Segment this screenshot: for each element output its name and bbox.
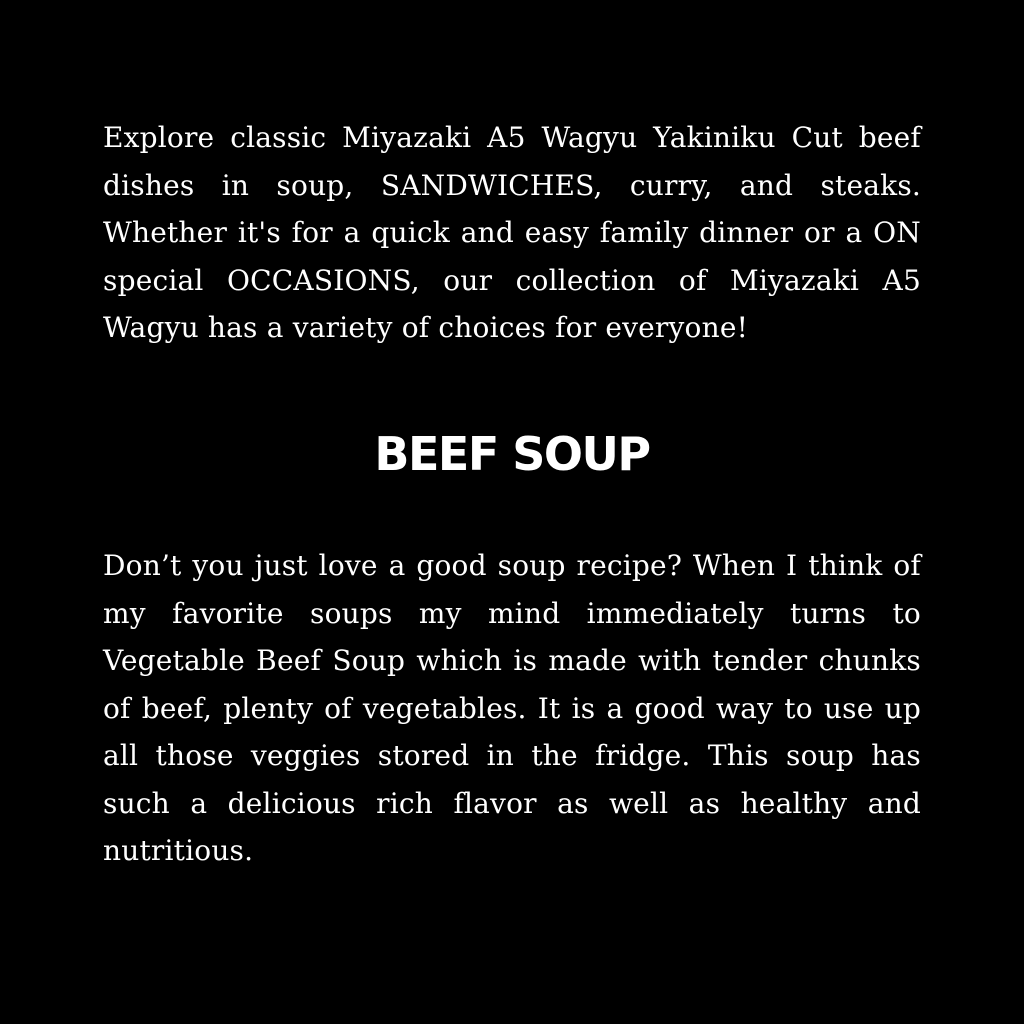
section-heading: BEEF SOUP bbox=[374, 427, 650, 481]
section-paragraph: Don’t you just love a good soup recipe? When I think of my favorite soups my mind immediately turns to Vegetable Beef Soup which is made with tender chunks of beef, plenty of vegetables. It is a good way to use up all those veggies stored in the fridge. This soup has such a delicious rich flavor as well as healthy and nutritious. bbox=[103, 549, 921, 867]
intro-paragraph: Explore classic Miyazaki A5 Wagyu Yakiniku Cut beef dishes in soup, SANDWICHES, curry, and steaks. Whether it's for a quick and easy family dinner or a ON special OCCASIONS, our collection of Miyazaki A5 Wagyu has a variety of choices for everyone! bbox=[103, 121, 921, 344]
